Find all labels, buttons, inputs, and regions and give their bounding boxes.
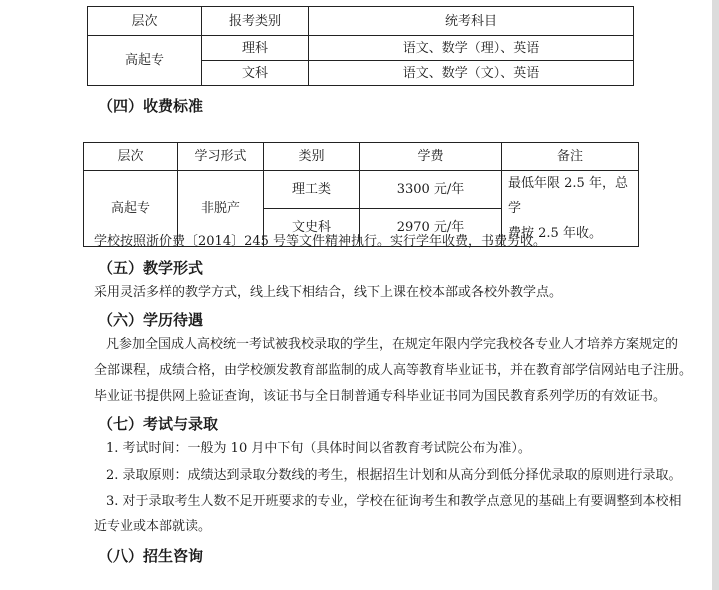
admission-item-1: 1. 考试时间：一般为 10 月中下旬（具体时间以省教育考试院公布为准）。 [106,441,531,456]
header-cell: 层次 [84,143,178,171]
remark-line: 费按 2.5 年收。 [508,226,602,241]
header-cell: 备注 [502,143,639,171]
diploma-line-3: 毕业证书提供网上验证查询，该证书与全日制普通专科毕业证书同为国民教育系列学历的有效证书。 [94,389,667,404]
level-cell: 高起专 [88,36,202,86]
diploma-line-2: 全部课程，成绩合格，由学校颁发教育部监制的成人高等教育毕业证书，并在教育部学信网站电子注册。 [94,363,693,378]
section-heading-diploma: （六）学历待遇 [98,311,204,329]
table-header-row [84,143,639,171]
teaching-text: 采用灵活多样的教学方式，线上线下相结合，线下上课在校本部或各校外教学点。 [94,285,563,300]
section-heading-fees: （四）收费标准 [98,97,204,115]
fee-policy-text: 学校按照浙价费〔2014〕245 号等文件精神执行。实行学年收费，书费另收。 [94,234,547,249]
category-cell: 文史科 [264,209,360,247]
fee-cell: 2970 元/年 [360,209,502,247]
header-cell: 类别 [264,143,360,171]
category-cell: 文科 [202,61,309,86]
category-cell: 理科 [202,36,309,61]
admission-item-2: 2. 录取原则：成绩达到录取分数线的考生，根据招生计划和从高分到低分择优录取的原则进行录取。 [106,468,682,483]
header-cell: 层次 [88,7,202,36]
fee-cell: 3300 元/年 [360,171,502,209]
viewer-gutter [712,0,719,590]
section-heading-admission: （七）考试与录取 [98,415,219,433]
study-form-cell: 非脱产 [178,171,264,247]
diploma-line-1: 凡参加全国成人高校统一考试被我校录取的学生，在规定年限内学完我校各专业人才培养方案规定的 [106,337,679,352]
header-cell: 学习形式 [178,143,264,171]
section-heading-teaching: （五）教学形式 [98,259,204,277]
exam-subjects-table [87,6,634,86]
table-row [84,171,639,209]
table-header-row [88,7,634,36]
header-cell: 统考科目 [309,7,634,36]
remark-line: 最低年限 2.5 年，总学 [508,176,628,216]
section-heading-consult: （八）招生咨询 [98,547,204,565]
level-cell: 高起专 [84,171,178,247]
header-cell: 学费 [360,143,502,171]
admission-item-3-line-2: 近专业或本部就读。 [94,519,212,534]
category-cell: 理工类 [264,171,360,209]
table-row [88,36,634,61]
subjects-cell: 语文、数学（理）、英语 [309,36,634,61]
admission-item-3-line-1: 3. 对于录取考生人数不足开班要求的专业，学校在征询考生和教学点意见的基础上有要调整到本校相 [106,494,682,509]
header-cell: 报考类别 [202,7,309,36]
subjects-cell: 语文、数学（文）、英语 [309,61,634,86]
